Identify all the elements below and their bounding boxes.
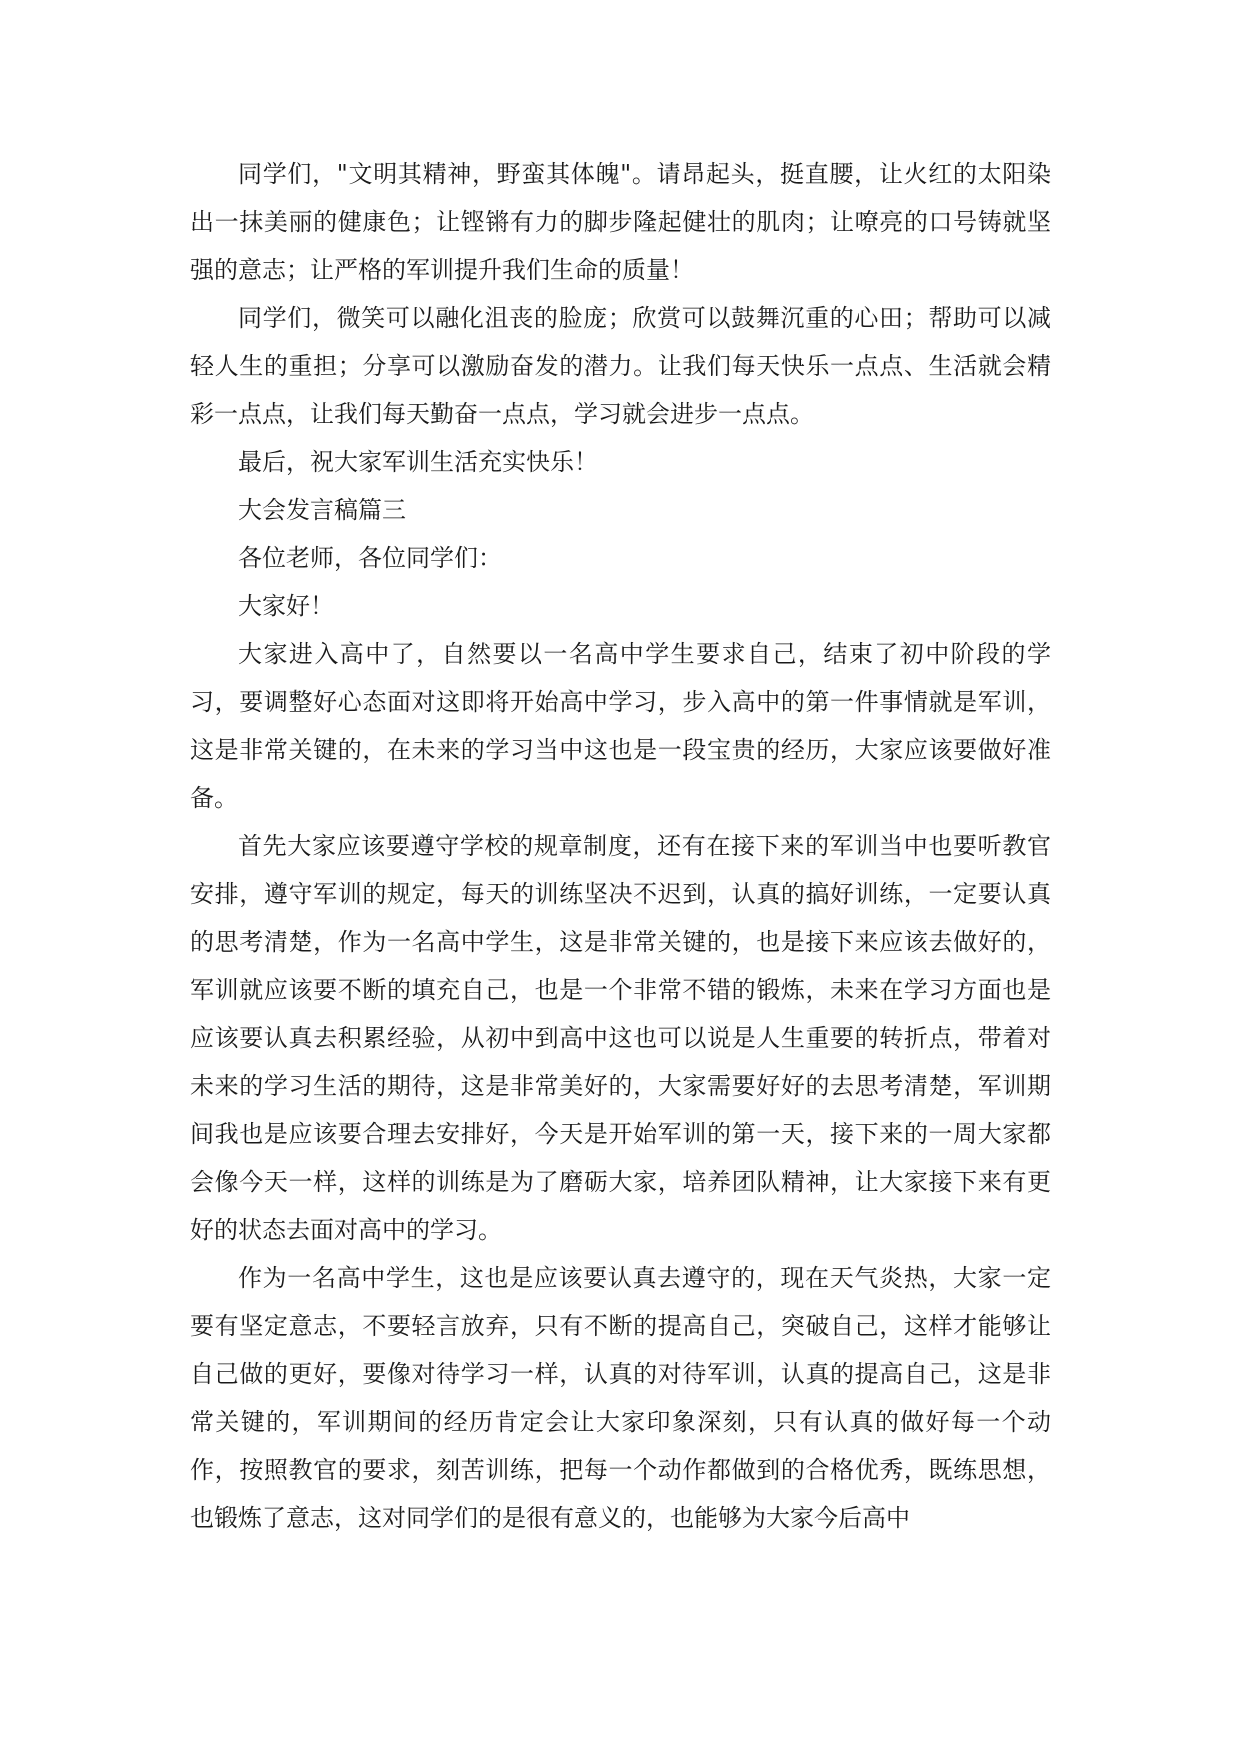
paragraph-entering-high-school: 大家进入高中了，自然要以一名高中学生要求自己，结束了初中阶段的学习，要调整好心态面对这即将开始高中学习，步入高中的第一件事情就是军训，这是非常关键的，在未来的学习当中这也是一段宝贵的经历，大家应该要做好准备。 [190,640,1051,812]
paragraph-follow-rules: 首先大家应该要遵守学校的规章制度，还有在接下来的军训当中也要听教官安排，遵守军训的规定，每天的训练坚决不迟到，认真的搞好训练，一定要认真的思考清楚，作为一名高中学生，这是非常关键的，也是接下来应该去做好的，军训就应该要不断的填充自己，也是一个非常不错的锻炼，未来在学习方面也是应该要认真去积累经验，从初中到高中这也可以说是人生重要的转折点，带着对未来的学习生活的期待，这是非常美好的，大家需要好好的去思考清楚，军训期间我也是应该要合理去安排好，今天是开始军训的第一天，接下来的一周大家都会像今天一样，这样的训练是为了磨砺大家，培养团队精神，让大家接下来有更好的状态去面对高中的学习。 [190,832,1051,1244]
document-page [190,150,1051,1542]
paragraph-smile-encouragement: 同学们，微笑可以融化沮丧的脸庞；欣赏可以鼓舞沉重的心田；帮助可以减轻人生的重担；分享可以激励奋发的潜力。让我们每天快乐一点点、生活就会精彩一点点，让我们每天勤奋一点点，学习就会进步一点点。 [190,304,1051,428]
salutation: 各位老师，各位同学们： [238,544,502,572]
section-heading: 大会发言稿篇三 [238,496,406,524]
paragraph-discipline-call: 同学们，"文明其精神，野蛮其体魄"。请昂起头，挺直腰，让火红的太阳染出一抹美丽的健康色；让铿锵有力的脚步隆起健壮的肌肉；让嘹亮的口号铸就坚强的意志；让严格的军训提升我们生命的质量！ [190,160,1051,284]
greeting: 大家好！ [238,592,334,620]
paragraph-closing-wish: 最后，祝大家军训生活充实快乐！ [238,448,598,476]
paragraph-persevere: 作为一名高中学生，这也是应该要认真去遵守的，现在天气炎热，大家一定要有坚定意志，不要轻言放弃，只有不断的提高自己，突破自己，这样才能够让自己做的更好，要像对待学习一样，认真的对待军训，认真的提高自己，这是非常关键的，军训期间的经历肯定会让大家印象深刻，只有认真的做好每一个动作，按照教官的要求，刻苦训练，把每一个动作都做到的合格优秀，既练思想，也锻炼了意志，这对同学们的是很有意义的，也能够为大家今后高中 [190,1264,1051,1532]
